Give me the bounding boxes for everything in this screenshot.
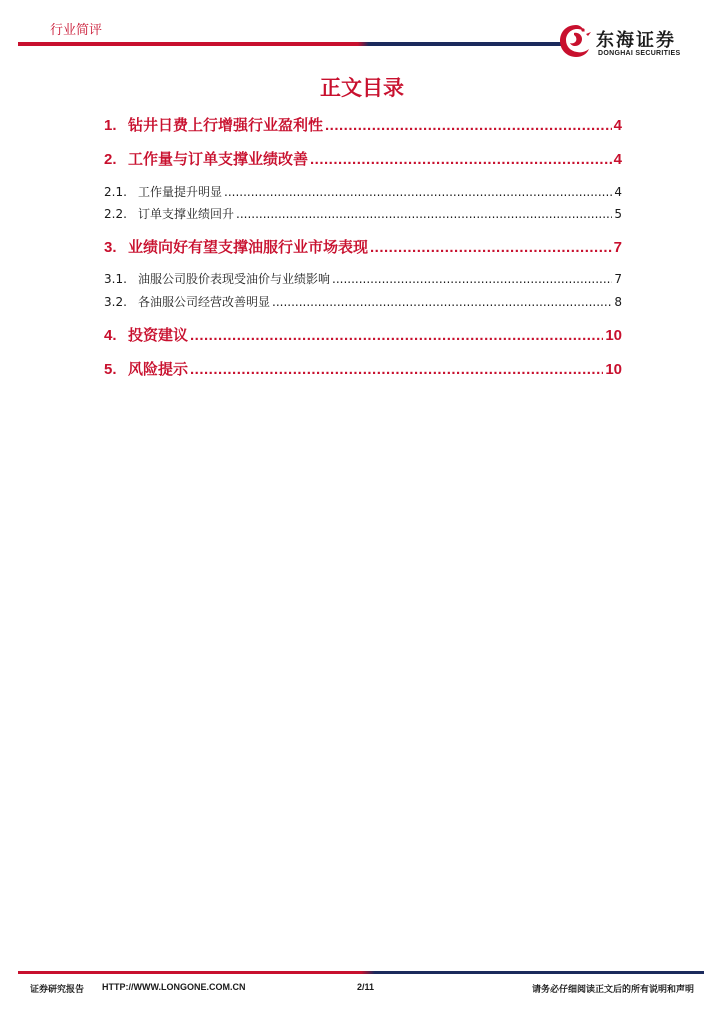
toc-leader-dots — [310, 151, 612, 168]
toc-entry-text: 油服公司股价表现受油价与业绩影响 — [138, 272, 331, 286]
toc-entry-text: 投资建议 — [128, 326, 189, 344]
toc-entry-2[interactable] — [104, 148, 622, 169]
toc-entry-text: 业绩向好有望支撑油服行业市场表现 — [128, 238, 369, 256]
toc-entry-page: 7 — [614, 272, 622, 286]
toc-entry-3-1[interactable] — [104, 270, 622, 287]
dragon-logo-icon — [556, 22, 592, 60]
toc-entry-number: 4. — [104, 327, 117, 344]
toc-entry-3[interactable] — [104, 236, 622, 257]
toc-entry-page: 8 — [614, 295, 622, 309]
toc-title: 正文目录 — [320, 76, 404, 100]
toc-entry-text: 工作量提升明显 — [138, 185, 223, 199]
toc-entry-number: 2.1. — [104, 185, 127, 199]
footer-disclaimer: 请务必仔细阅读正文后的所有说明和声明 — [531, 985, 694, 995]
toc-entry-text: 风险提示 — [128, 360, 189, 378]
logo — [556, 22, 686, 62]
toc-leader-dots — [224, 185, 612, 199]
logo-chinese-name: 东海证券 — [596, 30, 676, 51]
footer-website-link[interactable]: HTTP://WWW.LONGONE.COM.CN — [102, 982, 246, 992]
toc-leader-dots — [332, 272, 612, 286]
toc-entry-3-2[interactable] — [104, 293, 622, 310]
toc-entry-page: 4 — [613, 151, 622, 168]
toc-leader-dots — [190, 361, 603, 378]
toc-entry-1[interactable] — [104, 114, 622, 135]
toc-entry-text: 钻井日费上行增强行业盈利性 — [128, 116, 324, 134]
toc-entry-page: 4 — [613, 117, 622, 134]
logo-english-name: DONGHAI SECURITIES — [598, 50, 681, 57]
toc-leader-dots — [236, 207, 612, 221]
header-tag: 行业简评 — [50, 23, 103, 38]
toc-entry-number: 3.1. — [104, 272, 127, 286]
header-rule — [18, 42, 566, 46]
toc-entry-number: 2.2. — [104, 207, 127, 221]
toc-entry-text: 工作量与订单支撑业绩改善 — [128, 150, 309, 168]
toc-entry-number: 3.2. — [104, 295, 127, 309]
toc-entry-page: 4 — [614, 185, 622, 199]
toc-entry-number: 3. — [104, 239, 117, 256]
toc-entry-page: 10 — [605, 361, 622, 378]
toc-entry-page: 7 — [613, 239, 622, 256]
footer-page-number: 2/11 — [357, 982, 375, 992]
toc-entry-number: 2. — [104, 151, 117, 168]
toc-entry-text: 订单支撑业绩回升 — [138, 207, 235, 221]
footer-rule — [18, 971, 704, 974]
toc-leader-dots — [370, 239, 612, 256]
toc-entry-page: 5 — [614, 207, 622, 221]
footer-report-type: 证券研究报告 — [30, 985, 85, 995]
toc-entry-number: 5. — [104, 361, 117, 378]
toc-entry-2-2[interactable] — [104, 205, 622, 222]
toc-entry-5[interactable] — [104, 358, 622, 379]
toc-entry-text: 各油服公司经营改善明显 — [138, 295, 271, 309]
toc-leader-dots — [190, 327, 603, 344]
toc-leader-dots — [325, 117, 612, 134]
toc-leader-dots — [272, 295, 612, 309]
toc-entry-2-1[interactable] — [104, 183, 622, 200]
toc-entry-4[interactable] — [104, 324, 622, 345]
toc-entry-page: 10 — [605, 327, 622, 344]
toc-entry-number: 1. — [104, 117, 117, 134]
